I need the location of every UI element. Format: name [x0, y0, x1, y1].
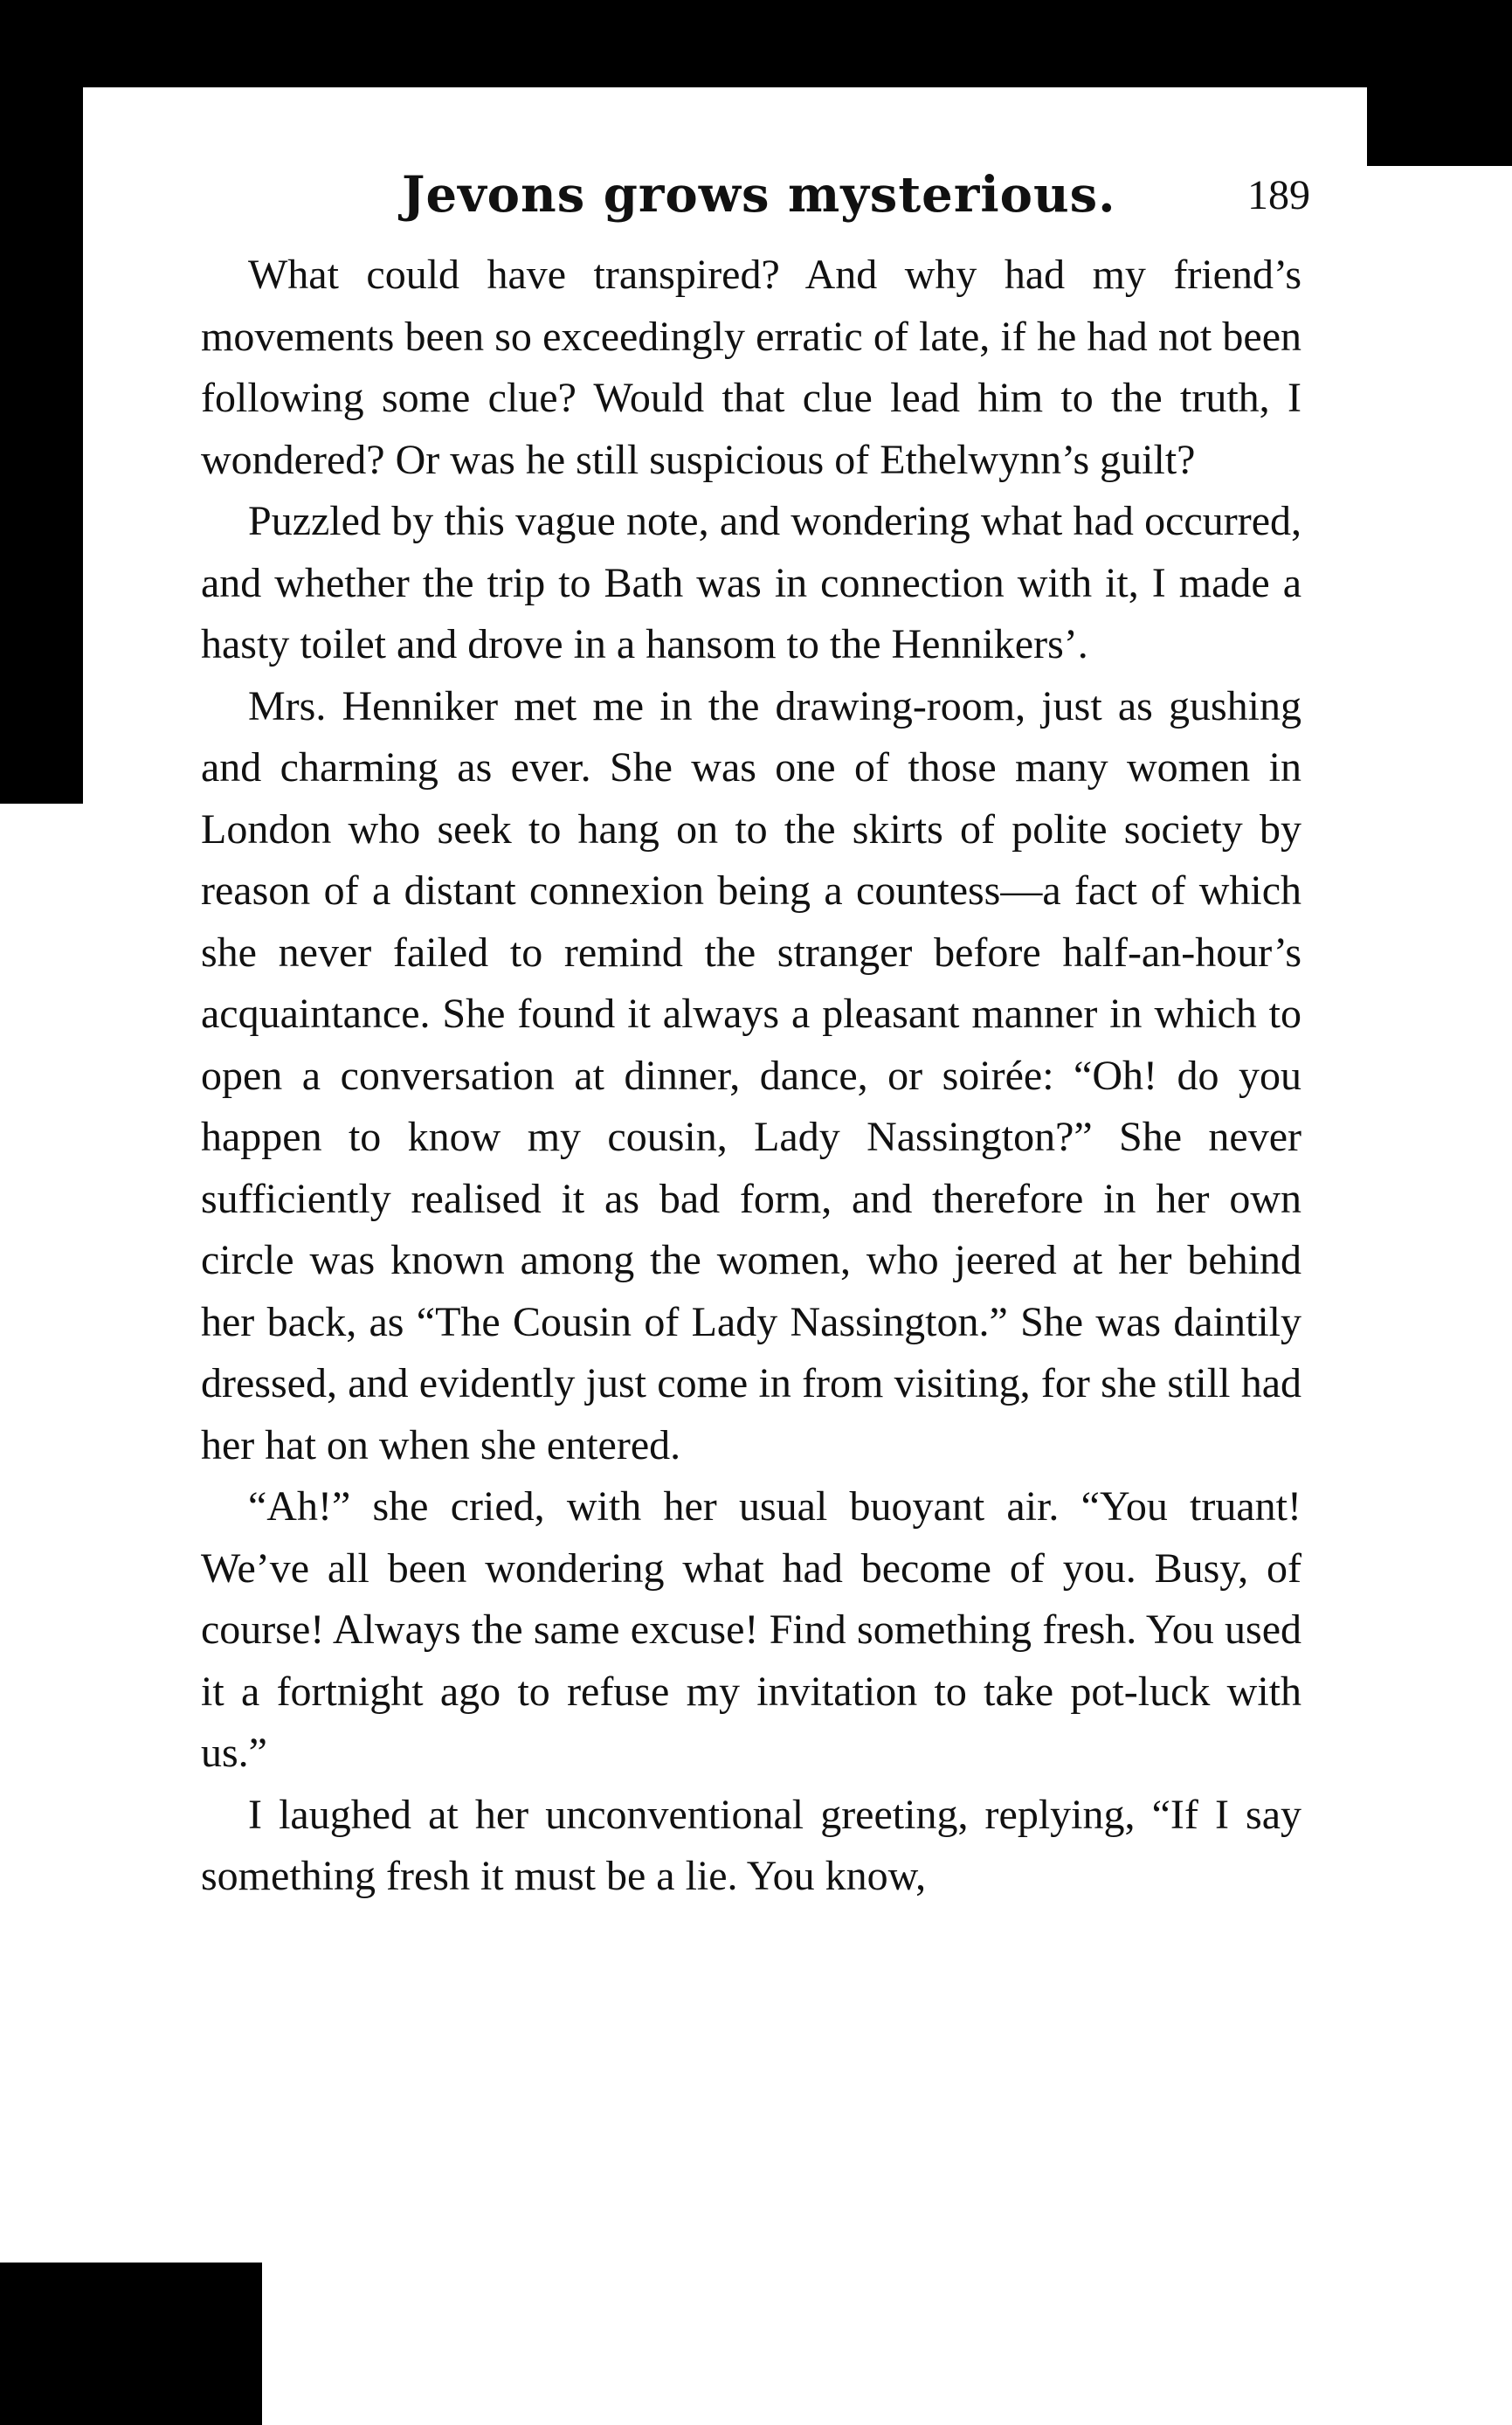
scan-page-edge [454, 87, 1363, 140]
running-head [201, 149, 1310, 245]
page-number: 189 [1247, 172, 1310, 218]
scan-border-left [0, 87, 83, 804]
paragraph: What could have transpired? And why had my friend’s movements been so exceedingly erratic of late, if he had not been following some clue? Would that clue lead him to the truth, I wondered? Or was he still suspicious of Ethelwynn’s guilt? [201, 252, 1301, 483]
scan-border-right [1367, 83, 1512, 166]
paragraph: Mrs. Henniker met me in the drawing-room, just as gushing and charming as ever. She was one of those many women in London who seek to hang on to the skirts of polite society by reason of a distant connexion being a countess—a fact of which she never failed to remind the stranger before half-an-hour’s acquaintance. She found it always a pleasant manner in which to open a conversation at dinner, dance, or soirée: “Oh! do you happen to know my cousin, Lady Nassington?” She never sufficiently realised it as bad form, and therefore in her own circle was known among the women, who jeered at her behind her back, as “The Cousin of Lady Nassington.” She was daintily dressed, and evidently just come in from visiting, for she still had her hat on when she entered. [201, 682, 1301, 1468]
paragraph: I laughed at her unconventional greeting, replying, “If I say something fresh it must be a lie. You know, [201, 1791, 1301, 1899]
book-page [201, 149, 1310, 1908]
scan-border-bottom-left [0, 2263, 262, 2425]
scan-border-top [0, 0, 1512, 87]
running-title: Jevons grows mysterious. [402, 166, 1116, 224]
paragraph: Puzzled by this vague note, and wondering what had occurred, and whether the trip to Bath was in connection with it, I made a hasty toilet and drove in a hansom to the Hennikers’. [201, 498, 1301, 667]
paragraph: “Ah!” she cried, with her usual buoyant air. “You truant! We’ve all been wondering what had become of you. Busy, of course! Always the same excuse! Find something fresh. You used it a fortnight ago to refuse my invitation to take pot-luck with us.” [201, 1483, 1301, 1776]
text-block [201, 245, 1301, 1908]
